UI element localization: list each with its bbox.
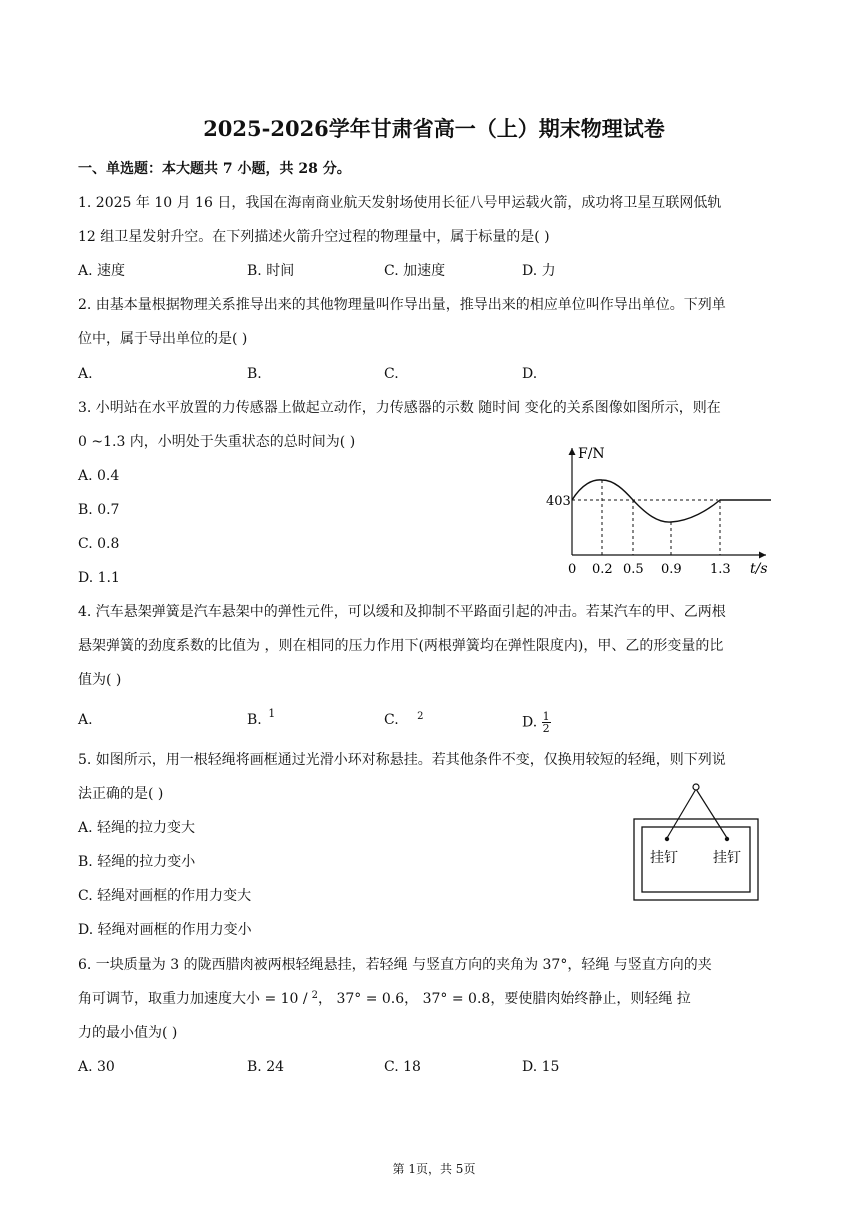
- picture-frame-figure: [630, 780, 770, 905]
- question-3-option-d: D. 1.1: [78, 570, 120, 586]
- question-5-option-d: D. 轻绳对画框的作用力变小: [78, 922, 252, 938]
- question-3-option-a: A. 0.4: [78, 468, 120, 484]
- question-6-line-2: [78, 990, 691, 1010]
- question-4-line-1: 4. 汽车悬架弹簧是汽车悬架中的弹性元件，可以缓和及抑制不平路面引起的冲击。若某汽车的甲、乙两根: [78, 604, 726, 620]
- question-5-line-2: 法正确的是( ): [78, 786, 164, 802]
- question-6-option-c: C. 18: [384, 1059, 421, 1075]
- option-c-label: C.: [384, 712, 399, 728]
- option-c-exponent: 2: [417, 711, 424, 722]
- x-tick-0.2: 0.2: [592, 562, 613, 577]
- question-6-line-2-exponent: 2: [311, 990, 318, 1001]
- option-b-fraction-numerator: 1: [268, 707, 276, 720]
- question-1-line-1: 1. 2025 年 10 月 16 日，我国在海南商业航天发射场使用长征八号甲运载火箭，成功将卫星互联网低轨: [78, 195, 722, 211]
- question-6-option-d: D. 15: [522, 1059, 560, 1075]
- x-tick-1.3: 1.3: [710, 562, 731, 577]
- question-2-line-1: 2. 由基本量根据物理关系推导出来的其他物理量叫作导出量，推导出来的相应单位叫作导出单位。下列单: [78, 297, 726, 313]
- nail-right: [725, 837, 729, 841]
- page-footer: 第 1页，共 5页: [392, 1162, 476, 1176]
- question-1-option-b: B. 时间: [247, 263, 295, 279]
- question-2-option-a: A.: [78, 366, 93, 382]
- question-2-option-c: C.: [384, 366, 399, 382]
- question-1-option-d: D. 力: [522, 263, 556, 279]
- question-6-line-2-part-1: 角可调节，取重力加速度大小 = 10 /: [78, 991, 308, 1007]
- option-d-numerator: 1: [542, 710, 550, 723]
- rope-right: [696, 789, 727, 838]
- question-6-line-3: 力的最小值为( ): [78, 1025, 178, 1041]
- question-5-line-1: 5. 如图所示，用一根轻绳将画框通过光滑小环对称悬挂。若其他条件不变，仅换用较短的轻绳，则下列说: [78, 752, 726, 768]
- question-6-line-2-part-2: ， 37° = 0.6， 37° = 0.8，要使腊肉始终静止，则轻绳 拉: [318, 991, 691, 1007]
- question-4-line-2: 悬架弹簧的劲度系数的比值为 ，则在相同的压力作用下(两根弹簧均在弹性限度内)，甲、乙的形变量的比: [78, 638, 724, 654]
- question-4-option-c: [384, 711, 424, 731]
- question-4-option-a: A.: [78, 712, 93, 728]
- option-d-denominator: 2: [542, 722, 550, 735]
- question-1-line-2: 12 组卫星发射升空。在下列描述火箭升空过程的物理量中，属于标量的是( ): [78, 229, 550, 245]
- force-time-graph: [538, 440, 778, 580]
- page-title: 2025-2026学年甘肃省高一（上）期末物理试卷: [203, 116, 665, 141]
- question-1-option-c: C. 加速度: [384, 263, 446, 279]
- option-b-label: B.: [247, 712, 262, 728]
- question-2-line-2: 位中，属于导出单位的是( ): [78, 331, 248, 347]
- y-tick-403: 403: [546, 494, 571, 509]
- question-2-option-b: B.: [247, 366, 262, 382]
- nail-label-right: 挂钉: [713, 850, 741, 866]
- question-3-line-2: 0 ~1.3 内，小明处于失重状态的总时间为( ): [78, 434, 356, 450]
- question-4-line-3: 值为( ): [78, 672, 122, 688]
- question-6-option-b: B. 24: [247, 1059, 285, 1075]
- nail-left: [665, 837, 669, 841]
- nail-label-left: 挂钉: [650, 850, 678, 866]
- question-5-option-b: B. 轻绳的拉力变小: [78, 854, 196, 870]
- rope-left: [667, 789, 696, 838]
- x-axis-label: t/s: [750, 561, 768, 577]
- question-2-option-d: D.: [522, 366, 538, 382]
- ring: [693, 784, 699, 790]
- question-5-option-a: A. 轻绳的拉力变大: [78, 820, 196, 836]
- question-1-option-a: A. 速度: [78, 263, 126, 279]
- question-3-option-c: C. 0.8: [78, 536, 120, 552]
- section-heading: 一、单选题：本大题共 7 小题，共 28 分。: [78, 161, 351, 177]
- question-4-option-b: [247, 707, 276, 730]
- question-6-line-1: 6. 一块质量为 3 的陇西腊肉被两根轻绳悬挂，若轻绳 与竖直方向的夹角为 37°，轻绳 与竖直方向的夹: [78, 957, 712, 973]
- question-3-line-1: 3. 小明站在水平放置的力传感器上做起立动作，力传感器的示数 随时间 变化的关系图像如图所示，则在: [78, 400, 721, 416]
- question-3-option-b: B. 0.7: [78, 502, 120, 518]
- option-d-fraction: [542, 711, 551, 734]
- x-tick-0: 0: [568, 562, 577, 577]
- x-tick-0.9: 0.9: [661, 562, 682, 577]
- question-6-option-a: A. 30: [78, 1059, 115, 1075]
- x-tick-0.5: 0.5: [623, 562, 644, 577]
- y-axis-label: F/N: [578, 446, 605, 462]
- option-d-label: D.: [522, 714, 538, 731]
- question-5-option-c: C. 轻绳对画框的作用力变大: [78, 888, 252, 904]
- question-4-option-d: [522, 711, 551, 734]
